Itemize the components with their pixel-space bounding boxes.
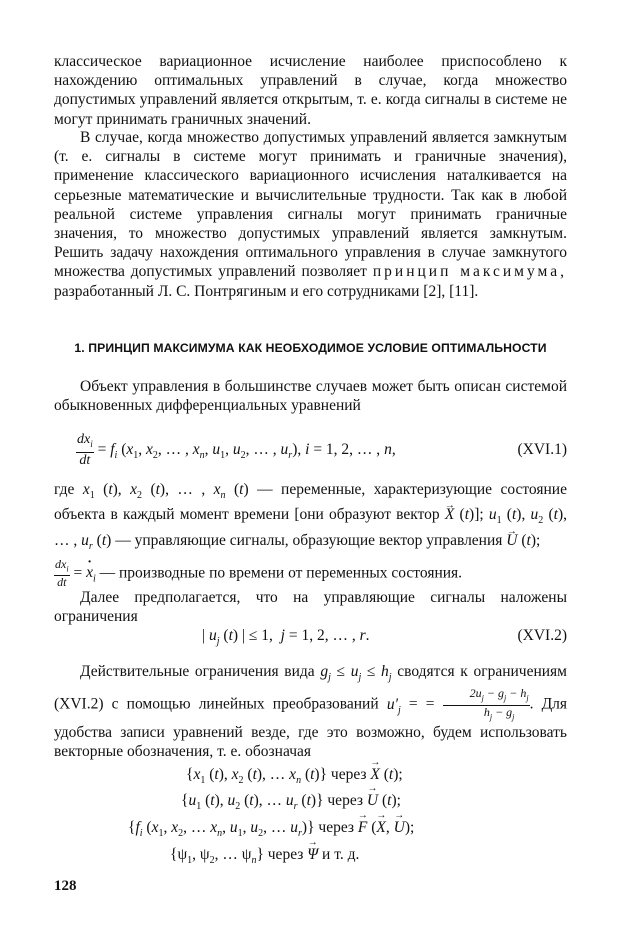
notation-psi-vector: {$\psi_1$, $\psi_2$, … $\psi_n$} через → Ψ и т. д. [170,846,359,866]
page-number: 128 [54,878,77,894]
equation-xvi-1-body: $\frac{dx_i}{dt}$ = $f_i$ ($x_1$, $x_2$, … , $x_n$, $u_1$, $u_2$, … , $u_r$), i = 1, 2, … , n, [77,432,396,468]
paragraph-derivatives: $\frac{dx_i}{dt}$ = · $x_i$ — производные по времени от переменных состояния. [54,558,567,589]
paragraph-object-text: Объект управления в большинстве случаев может быть описан системой обыкновенных дифференциальных уравнений [54,378,567,415]
via-word: через [318,819,355,836]
maximum-principle-term: принцип максимума, [372,263,567,281]
paragraph-variables: где $x_1$ (t), $x_2$ (t), … , $x_n$ (t) — переменные, характеризующие состояние объекта в каждый момент времени [они образуют вектор → X (t)]; $u_1$ (t), $u_2$ (t), … , $u_r$ (t) — управляющие сигналы, образующие вектор управления → U (t); [54,480,567,556]
via-word: через [327,792,364,809]
variables-state-text: — переменные, характеризующие состояние объекта в каждый момент времени [они образуют вектор [54,481,567,524]
paragraph-object [54,377,567,415]
via-word: через [267,846,304,863]
etc-text: и т. д. [322,846,360,863]
equation-xvi-2-body: | $u_j$ (t) | ≤ 1, j = 1, 2, … , r. [202,627,370,648]
transform-text-c: . Для удобства записи уравнений везде, где это возможно, будем использовать векторные обозначения, т. е. обозначая [54,695,568,761]
transform-text-a: Действительные ограничения вида [80,663,315,680]
notation-function-vector: {$f_i$ ($x_1$, $x_2$, … $x_n$, $u_1$, $u_2$, … $u_r$)} через → F (→ X, → U); [128,819,414,839]
equation-xvi-1-label: (XVI.1) [517,441,567,458]
variables-control-text: — управляющие сигналы, образующие вектор управления [115,531,503,549]
paragraph-transform: Действительные ограничения вида $g_j \le u_j \le h_j$ сводятся к ограничениям (XVI.2) с помощью линейных преобразований $u'_j$ = = $\frac{2u_j - g_j - h_j}{h_j - g_j}$ . Для удобства записи уравнений везде, где это возможно, будем использовать векторные обозначения, т. е. обозначая [54,663,568,761]
section-heading: 1. ПРИНЦИП МАКСИМУМА КАК НЕОБХОДИМОЕ УСЛОВИЕ ОПТИМАЛЬНОСТИ [74,341,547,355]
via-word: через [330,766,367,783]
paragraph-constraints [54,588,567,626]
paragraph-constraints-text: Далее предполагается, что на управляющие сигналы наложены ограничения [54,589,567,626]
paragraph-intro-text: классическое вариационное исчисление наиболее приспособлено к нахождению оптимальных управлений в случае, когда множество допустимых управлений является открытым, т. е. когда сигналы в системе не могут принимать граничных значений. [54,53,567,128]
paragraph-intro [54,52,567,129]
paragraph-closed-set [54,128,567,301]
notation-control-vector: {$u_1$ (t), $u_2$ (t), … $u_r$ (t)} через → U (t); [181,792,401,812]
derivatives-text: — производные по времени от переменных состояния. [99,564,463,582]
transform-text-b: сводятся к ограничениям (XVI.2) с помощью линейных преобразований [54,663,567,713]
notation-state-vector: {$x_1$ (t), $x_2$ (t), … $x_n$ (t)} через → X (t); [186,766,403,786]
equation-xvi-2 [54,626,567,648]
paragraph-closed-set-text: В случае, когда множество допустимых управлений является замкнутым (т. е. сигналы в системе могут принимать и граничные значения), применение классического вариационного исчисления наталкивается на серьезные математические и вычислительные трудности. Так как в любой реальной системе управления сигналы могут принимать граничные значения, то множество допустимых управлений является замкнутым. Решить задачу нахождения оптимального управления в случае замкнутого множества допустимых управлений позволяет [54,129,567,281]
equation-xvi-2-label: (XVI.2) [517,627,567,644]
equation-xvi-1 [54,432,567,466]
variables-where: где [54,481,75,498]
paragraph-closed-set-tail: разработанный Л. С. Понтрягиным и его сотрудниками [2], [11]. [54,282,479,300]
